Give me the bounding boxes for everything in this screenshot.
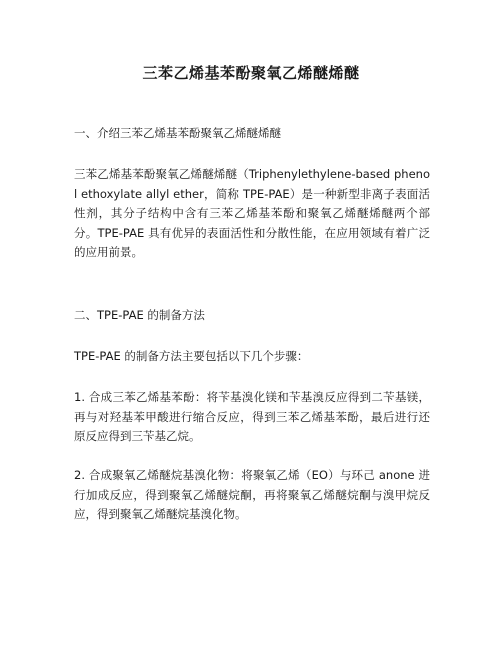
step-2-paragraph: 2. 合成聚氧乙烯醚烷基溴化物：将聚氧乙烯（EO）与环己 anone 进行加成反应，得到聚氧乙烯醚烷酮，再将聚氧乙烯醚烷酮与溴甲烷反应，得到聚氧乙烯醚烷基溴化物。 — [74, 468, 430, 521]
document-title: 三苯乙烯基苯酚聚氧乙烯醚烯醚 — [142, 64, 360, 82]
section-2-heading: 二、TPE-PAE 的制备方法 — [74, 308, 205, 322]
section-1-heading: 一、介绍三苯乙烯基苯酚聚氧乙烯醚烯醚 — [74, 126, 281, 140]
section-2-intro: TPE-PAE 的制备方法主要包括以下几个步骤： — [74, 349, 309, 363]
step-1-paragraph: 1. 合成三苯乙烯基苯酚：将苄基溴化镁和苄基溴反应得到二苄基镁，再与对羟基苯甲酸进行缩合反应，得到三苯乙烯基苯酚，最后进行还原反应得到三苄基乙烷。 — [74, 390, 430, 443]
section-1-paragraph: 三苯乙烯基苯酚聚氧乙烯醚烯醚（Triphenylethylene-based phenol ethoxylate allyl ether，简称 TPE-PAE）是一种新型非离子表面活性剂，其分子结构中含有三苯乙烯基苯酚和聚氧乙烯醚烯醚两个部分。TPE-PAE 具有优异的表面活性和分散性能，在应用领域有着广泛的应用前景。 — [74, 167, 430, 259]
